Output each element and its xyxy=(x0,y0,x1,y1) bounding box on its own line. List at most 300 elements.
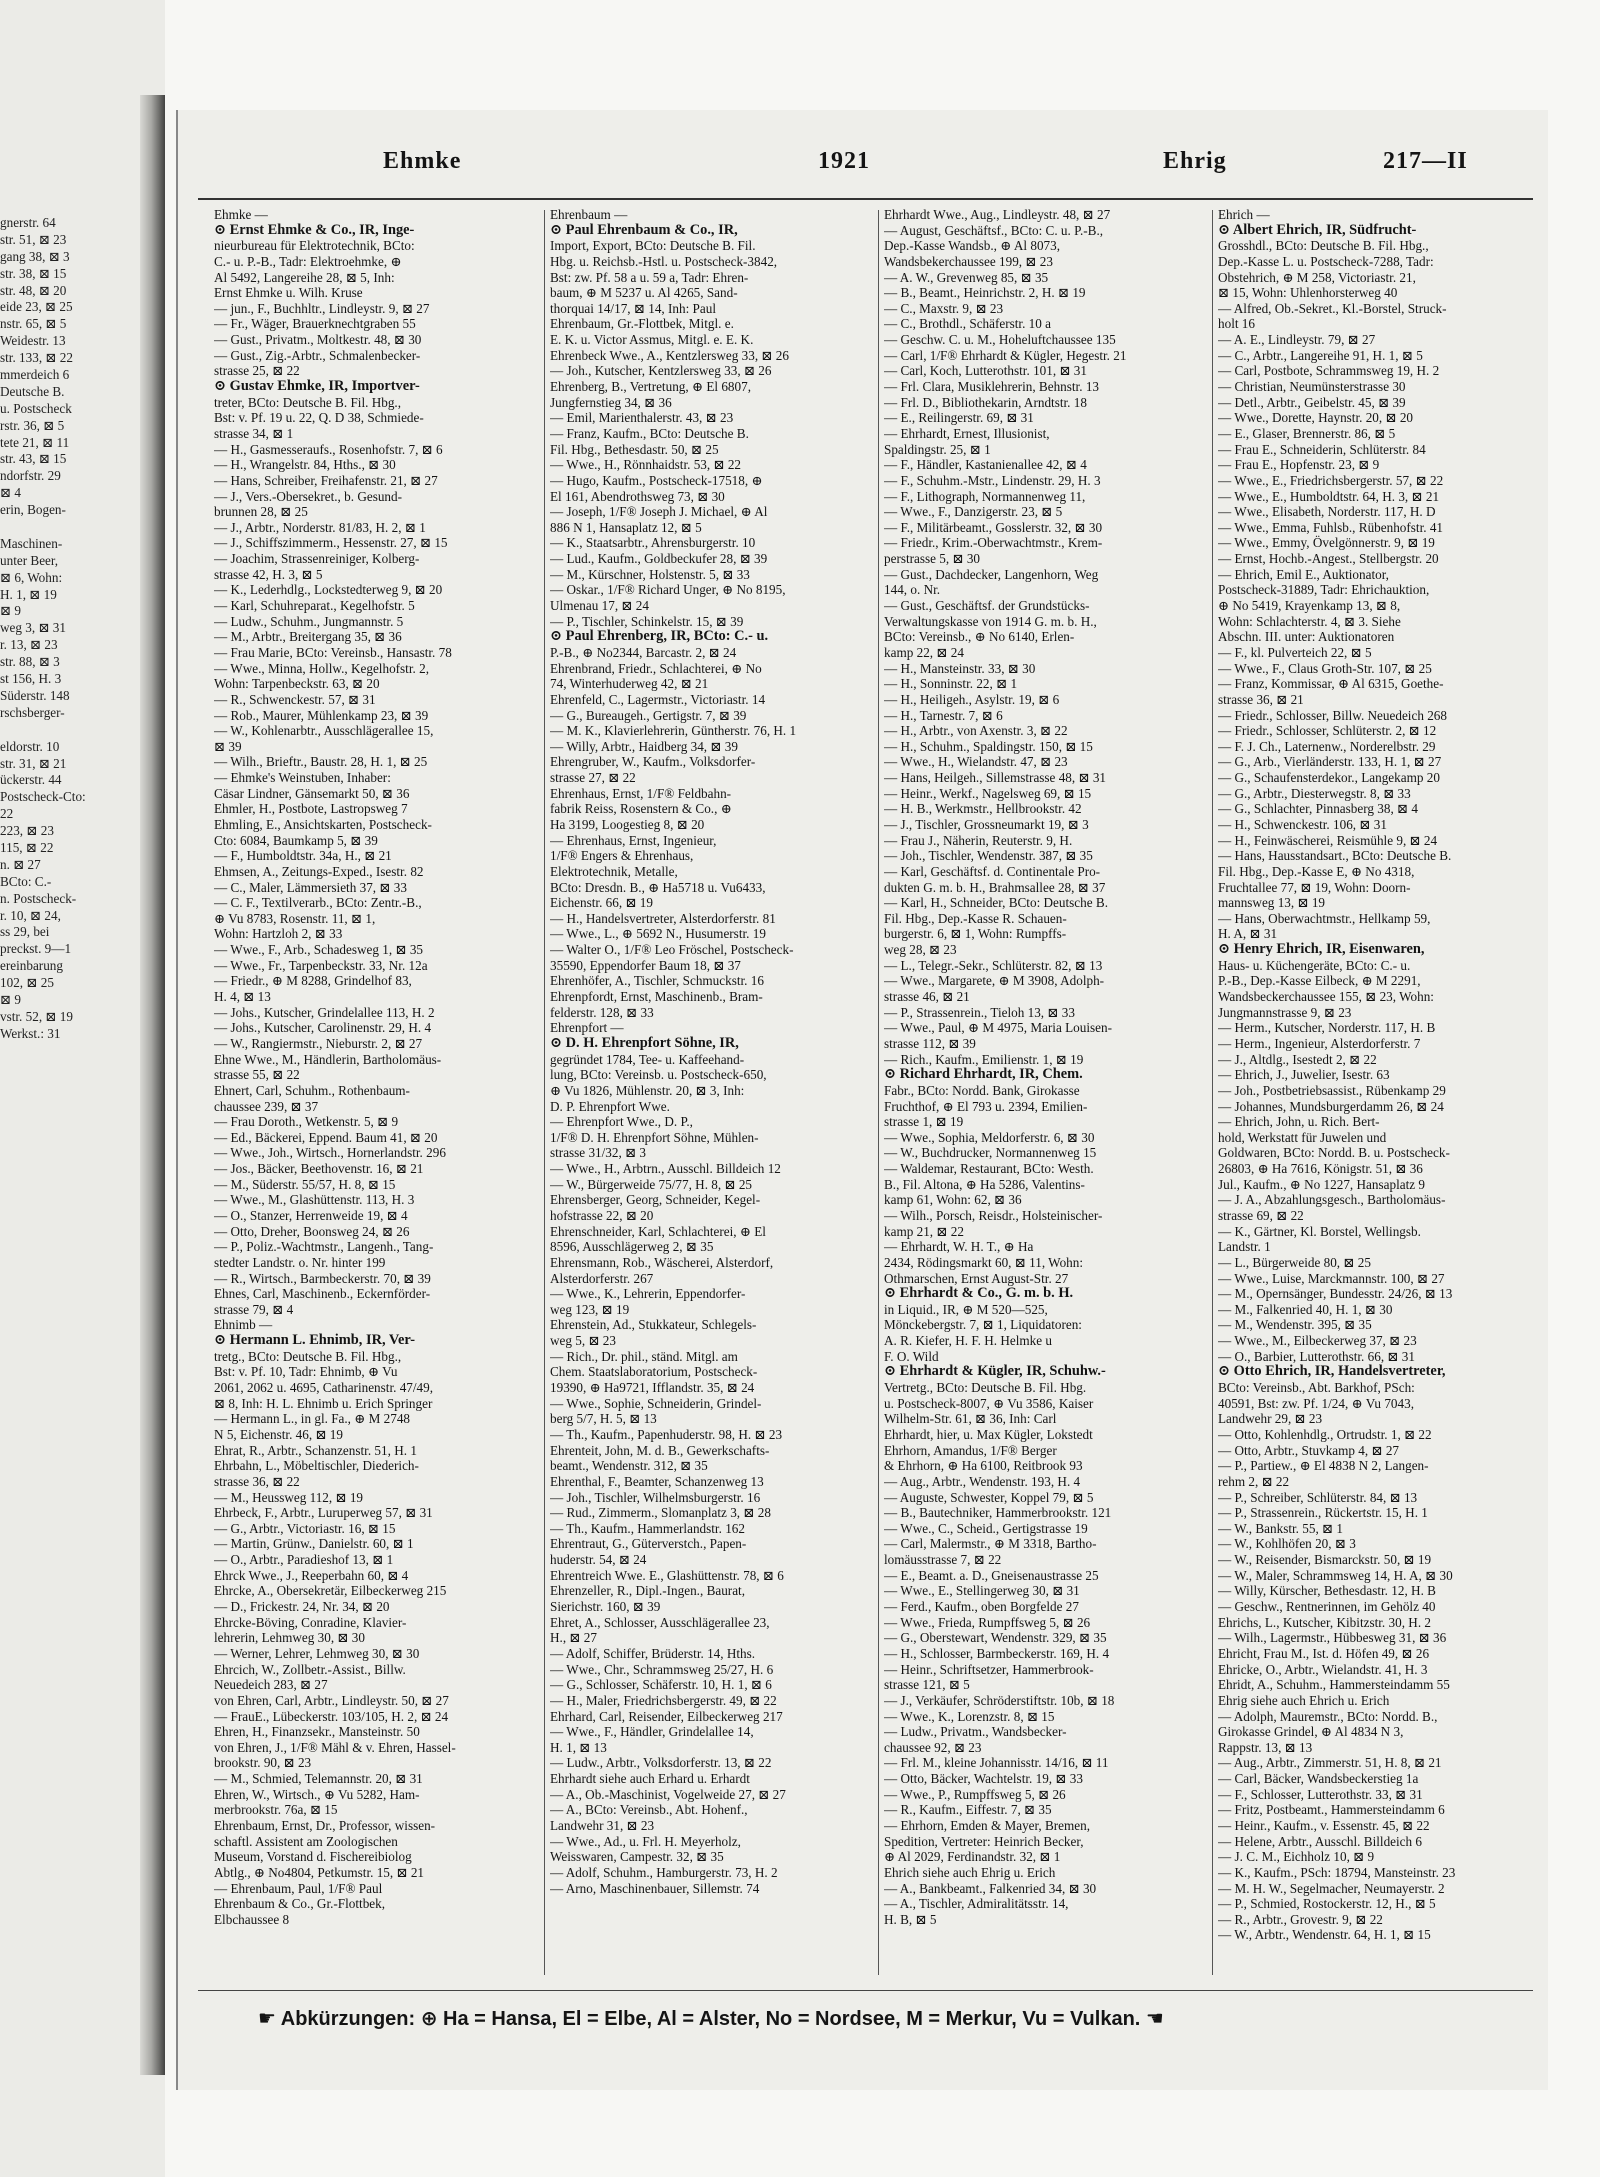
directory-entry-line: — R., Arbtr., Grovestr. 9, ⊠ 22 xyxy=(1218,1911,1383,1927)
directory-entry-line: — Friedr., Schlosser, Billw. Neuedeich 268 xyxy=(1218,707,1447,723)
directory-entry-line: 19390, ⊕ Ha9721, Ifflandstr. 35, ⊠ 24 xyxy=(550,1380,755,1396)
directory-entry-line: strasse 36, ⊠ 22 xyxy=(214,1473,300,1489)
directory-entry-line: — D., Frickestr. 24, Nr. 34, ⊠ 20 xyxy=(214,1599,390,1615)
left-page-line: vstr. 52, ⊠ 19 xyxy=(0,1008,73,1024)
directory-entry-line: — P., Schmied, Rostockerstr. 12, H., ⊠ 5 xyxy=(1218,1896,1436,1912)
directory-entry-line: Ehrbahn, L., Möbeltischler, Diederich- xyxy=(214,1458,419,1474)
directory-entry-line: Ehricht, Frau M., Ist. d. Höfen 49, ⊠ 26 xyxy=(1218,1645,1430,1661)
left-page-line: eide 23, ⊠ 25 xyxy=(0,299,73,315)
directory-entry-line: ⊠ 15, Wohn: Uhlenhorsterweg 40 xyxy=(1218,285,1398,301)
directory-entry-line: Ehrengruber, W., Kaufm., Volksdorfer- xyxy=(550,754,756,770)
directory-entry-line: ⊙ D. H. Ehrenpfort Söhne, IR, xyxy=(550,1035,739,1051)
left-page-line: n. ⊠ 27 xyxy=(0,856,41,872)
left-page-line: str. 88, ⊠ 3 xyxy=(0,654,60,670)
directory-entry-line: — Hans, Oberwachtmstr., Hellkamp 59, xyxy=(1218,910,1431,926)
directory-entry-line: Girokasse Grindel, ⊕ Al 4834 N 3, xyxy=(1218,1724,1404,1740)
directory-entry-line: — Carl, Bäcker, Wandsbeckerstieg 1a xyxy=(1218,1771,1419,1787)
directory-entry-line: Ehridt, A., Schuhm., Hammersteindamm 55 xyxy=(1218,1677,1450,1693)
header-left-keyword: Ehmke xyxy=(383,148,462,174)
directory-entry-line: Ehren, H., Finanzsekr., Mansteinstr. 50 xyxy=(214,1724,420,1740)
directory-entry-line: — Karl, H., Schneider, BCto: Deutsche B. xyxy=(884,895,1108,911)
directory-entry-line: — F., Lithograph, Normannenweg 11, xyxy=(884,488,1086,504)
directory-entry-line: ⊠ 8, Inh: H. L. Ehnimb u. Erich Springer xyxy=(214,1395,433,1411)
directory-entry-line: Ehmsen, A., Zeitungs-Exped., Isestr. 82 xyxy=(214,863,424,879)
directory-entry-line: — Emil, Marienthalerstr. 43, ⊠ 23 xyxy=(550,410,734,426)
directory-entry-line: Ehrensberger, Georg, Schneider, Kegel- xyxy=(550,1192,761,1208)
left-page-line: 115, ⊠ 22 xyxy=(0,839,54,855)
directory-entry-line: — Walter O., 1/F® Leo Fröschel, Postscheck- xyxy=(550,942,794,958)
directory-entry-line: — Friedr., Krim.-Oberwachtmstr., Krem- xyxy=(884,535,1103,551)
left-page-line: 22 xyxy=(0,806,14,822)
directory-entry-line: Ehrichs, L., Kutscher, Kibitzstr. 30, H. 2 xyxy=(1218,1614,1432,1630)
directory-entry-line: P.-B., ⊕ No2344, Barcastr. 2, ⊠ 24 xyxy=(550,644,737,660)
directory-entry-line: — jun., F., Buchhltr., Lindleystr. 9, ⊠ 27 xyxy=(214,300,430,316)
directory-entry-line: Ehrich siehe auch Ehrig u. Erich xyxy=(884,1864,1056,1880)
directory-entry-line: ⊙ Ehrhardt & Kügler, IR, Schuhw.- xyxy=(884,1364,1106,1380)
directory-entry-line: — C., Arbtr., Langereihe 91, H. 1, ⊠ 5 xyxy=(1218,347,1423,363)
directory-entry-line: — Ludw., Privatm., Wandsbecker- xyxy=(884,1724,1067,1740)
directory-entry-line: — L., Telegr.-Sekr., Schlüterstr. 82, ⊠ 13 xyxy=(884,957,1103,973)
directory-entry-line: strasse 112, ⊠ 39 xyxy=(884,1035,976,1051)
directory-entry-line: — Ferd., Kaufm., oben Borgfelde 27 xyxy=(884,1599,1079,1615)
directory-entry-line: — J., Tischler, Grossneumarkt 19, ⊠ 3 xyxy=(884,816,1089,832)
directory-entry-line: — Adolf, Schiffer, Brüderstr. 14, Hths. xyxy=(550,1645,756,1661)
directory-entry-line: — Geschw., Rentnerinnen, im Gehölz 40 xyxy=(1218,1599,1436,1615)
left-page-line: Deutsche B. xyxy=(0,383,65,399)
directory-entry-line: — Johs., Kutscher, Grindelallee 113, H. 2 xyxy=(214,1004,435,1020)
directory-entry-line: Ehmling, E., Ansichtskarten, Postscheck- xyxy=(214,816,432,832)
directory-entry-line: — Frl. Clara, Musiklehrerin, Behnstr. 13 xyxy=(884,379,1100,395)
directory-entry-line: Ehrbeck, F., Arbtr., Luruperweg 57, ⊠ 31 xyxy=(214,1505,433,1521)
directory-entry-line: — Heinr., Werkf., Nagelsweg 69, ⊠ 15 xyxy=(884,785,1092,801)
directory-entry-line: — M., Süderstr. 55/57, H. 8, ⊠ 15 xyxy=(214,1176,396,1192)
directory-entry-line: — Wwe., Sophie, Schneiderin, Grindel- xyxy=(550,1395,762,1411)
abbreviation-footer: ☛ Abkürzungen: ⊕ Ha = Hansa, El = Elbe, Al = Alster, No = Nordsee, M = Merkur, Vu = Vulkan. ☚ xyxy=(258,2008,1164,2030)
directory-entry-line: — Wilh., Brieftr., Baustr. 28, H. 1, ⊠ 25 xyxy=(214,754,428,770)
left-page-line xyxy=(0,519,140,536)
left-page-line: ndorfstr. 29 xyxy=(0,468,61,484)
directory-entry-line: — Arno, Maschinenbauer, Sillemstr. 74 xyxy=(550,1880,760,1896)
directory-entry-line: Abschn. III. unter: Auktionatoren xyxy=(1218,629,1395,645)
directory-entry-line: burgerstr. 6, ⊠ 1, Wohn: Rumpffs- xyxy=(884,926,1067,942)
directory-entry-line: — Hugo, Kaufm., Postscheck-17518, ⊕ xyxy=(550,472,763,488)
directory-entry-line: — W., Kohlhöfen 20, ⊠ 3 xyxy=(1218,1536,1356,1552)
directory-entry-line: hofstrasse 22, ⊠ 20 xyxy=(550,1208,654,1223)
directory-entry-line: Ehnert, Carl, Schuhm., Rothenbaum- xyxy=(214,1082,410,1098)
directory-entry-line: — B., Beamt., Heinrichstr. 2, H. ⊠ 19 xyxy=(884,285,1086,301)
left-page-line: st 156, H. 3 xyxy=(0,671,62,687)
directory-entry-line: Ehrenteit, John, M. d. B., Gewerkschafts- xyxy=(550,1442,770,1458)
directory-entry-line: — H., Heiligeh., Asylstr. 19, ⊠ 6 xyxy=(884,691,1060,707)
directory-entry-line: Jungfernstieg 34, ⊠ 36 xyxy=(550,394,672,410)
directory-entry-line: treter, BCto: Deutsche B. Fil. Hbg., xyxy=(214,394,402,410)
directory-entry-line: — Willy, Arbtr., Haidberg 34, ⊠ 39 xyxy=(550,738,738,754)
directory-entry-line: — August, Geschäftsf., BCto: C. u. P.-B., xyxy=(884,222,1104,238)
directory-entry-line: E. K. u. Victor Assmus, Mitgl. e. E. K. xyxy=(550,332,754,348)
directory-entry-line: — Wwe., Emma, Fuhlsb., Rübenhofstr. 41 xyxy=(1218,519,1444,535)
directory-entry-line: — Wwe., F., Arb., Schadesweg 1, ⊠ 35 xyxy=(214,942,424,958)
directory-entry-line: Bst: zw. Pf. 58 a u. 59 a, Tadr: Ehren- xyxy=(550,269,749,285)
column-divider xyxy=(544,210,545,1975)
header-rule xyxy=(198,198,1533,200)
left-page-line: str. 48, ⊠ 20 xyxy=(0,282,67,298)
directory-entry-line: — A. W., Grevenweg 85, ⊠ 35 xyxy=(884,269,1049,285)
directory-entry-line: Ehrhardt, hier, u. Max Kügler, Lokstedt xyxy=(884,1426,1093,1442)
directory-entry-line: — Wwe., Chr., Schrammsweg 25/27, H. 6 xyxy=(550,1661,774,1677)
directory-entry-line: — Karl, Schuhreparat., Kegelhofstr. 5 xyxy=(214,598,415,614)
directory-entry-line: Dep.-Kasse Wandsb., ⊕ Al 8073, xyxy=(884,238,1061,254)
directory-entry-line: — Detl., Arbtr., Geibelstr. 45, ⊠ 39 xyxy=(1218,394,1406,410)
directory-entry-line: Abtlg., ⊕ No4804, Petkumstr. 15, ⊠ 21 xyxy=(214,1864,425,1880)
directory-entry-line: Neuedeich 283, ⊠ 27 xyxy=(214,1677,328,1693)
directory-entry-line: — Franz, Kommissar, ⊕ Al 6315, Goethe- xyxy=(1218,676,1444,692)
directory-entry-line: Cäsar Lindner, Gänsemarkt 50, ⊠ 36 xyxy=(214,785,410,801)
left-page-line: preckst. 9—1 xyxy=(0,941,72,957)
directory-entry-line: — M., Opernsänger, Bundesstr. 24/26, ⊠ 13 xyxy=(1218,1286,1453,1302)
left-page-line: gang 38, ⊠ 3 xyxy=(0,248,70,264)
directory-entry-line: Ehrck Wwe., J., Reeperbahn 60, ⊠ 4 xyxy=(214,1567,409,1583)
directory-entry-line: Landstr. 1 xyxy=(1218,1239,1271,1255)
directory-entry-line: — A. E., Lindleystr. 79, ⊠ 27 xyxy=(1218,332,1376,348)
directory-entry-line: 40591, Bst: zw. Pf. 1/24, ⊕ Vu 7043, xyxy=(1218,1395,1414,1411)
directory-entry-line: Ehrenthal, F., Beamter, Schanzenweg 13 xyxy=(550,1473,764,1489)
directory-entry-line: — G., Arb., Vierländerstr. 133, H. 1, ⊠ 27 xyxy=(1218,754,1442,770)
left-page-fragment xyxy=(0,0,165,2177)
directory-entry-line: H., ⊠ 27 xyxy=(550,1630,597,1646)
left-page-line: ⊠ 9 xyxy=(0,603,21,619)
directory-entry-line: Ehrenhaus, Ernst, 1/F® Feldbahn- xyxy=(550,785,732,801)
directory-entry-line: — C. F., Textilverarb., BCto: Zentr.-B., xyxy=(214,895,422,911)
directory-entry-line: dukten G. m. b. H., Brahmsallee 28, ⊠ 37 xyxy=(884,879,1106,895)
directory-entry-line: — W., Rangiermstr., Nieburstr. 2, ⊠ 27 xyxy=(214,1035,423,1051)
directory-entry-line: ⊕ Al 2029, Ferdinandstr. 32, ⊠ 1 xyxy=(884,1849,1061,1865)
directory-entry-line: 8596, Ausschlägerweg 2, ⊠ 35 xyxy=(550,1239,714,1255)
left-page-line: Maschinen- xyxy=(0,535,63,551)
directory-entry-line: Ehrenberg, B., Vertretung, ⊕ El 6807, xyxy=(550,379,752,395)
directory-entry-line: — Wwe., F., Claus Groth-Str. 107, ⊠ 25 xyxy=(1218,660,1432,676)
directory-entry-line: Ehrich — xyxy=(1218,207,1270,222)
directory-entry-line: — Helene, Arbtr., Ausschl. Billdeich 6 xyxy=(1218,1833,1423,1849)
directory-entry-line: — O., Stanzer, Herrenweide 19, ⊠ 4 xyxy=(214,1208,408,1223)
directory-entry-line: 144, o. Nr. xyxy=(884,582,941,598)
directory-entry-line: Ehrenbaum, Ernst, Dr., Professor, wissen- xyxy=(214,1817,436,1833)
column-2 xyxy=(550,207,875,1896)
directory-entry-line: in Liquid., IR, ⊕ M 520—525, xyxy=(884,1301,1048,1317)
column-1 xyxy=(214,207,539,1927)
column-divider xyxy=(878,210,879,1975)
directory-entry-line: — H., Mansteinstr. 33, ⊠ 30 xyxy=(884,660,1036,676)
directory-entry-line: — Wwe., Paul, ⊕ M 4975, Maria Louisen- xyxy=(884,1020,1112,1036)
directory-entry-line: H. A, ⊠ 31 xyxy=(1218,926,1278,942)
directory-entry-line: hold, Werkstatt für Juwelen und xyxy=(1218,1129,1387,1145)
directory-entry-line: — Joh., Tischler, Wilhelmsburgerstr. 16 xyxy=(550,1489,761,1505)
directory-entry-line: strasse 34, ⊠ 1 xyxy=(214,425,294,441)
directory-entry-line: Elbchaussee 8 xyxy=(214,1911,290,1927)
directory-entry-line: — J. C. M., Eichholz 10, ⊠ 9 xyxy=(1218,1849,1375,1865)
directory-entry-line: — Wwe., L., ⊕ 5692 N., Husumerstr. 19 xyxy=(550,926,766,942)
left-page-line xyxy=(0,722,140,739)
header-year: 1921 xyxy=(818,148,870,174)
directory-entry-line: — Th., Kaufm., Hammerlandstr. 162 xyxy=(550,1520,745,1536)
directory-entry-line: — P., Strassenrein., Tieloh 13, ⊠ 33 xyxy=(884,1004,1075,1020)
directory-entry-line: strasse 1, ⊠ 19 xyxy=(884,1114,964,1130)
left-page-line: eldorstr. 10 xyxy=(0,738,60,754)
directory-entry-line: — Joseph, 1/F® Joseph J. Michael, ⊕ Al xyxy=(550,504,768,520)
header-right-keyword: Ehrig xyxy=(1163,148,1227,174)
directory-entry-line: — Werner, Lehrer, Lehmweg 30, ⊠ 30 xyxy=(214,1645,420,1661)
directory-entry-line: strasse 27, ⊠ 22 xyxy=(550,770,636,786)
directory-entry-line: — Wwe., M., Eilbeckerweg 37, ⊠ 23 xyxy=(1218,1333,1417,1349)
directory-entry-line: — Hans, Heilgeh., Sillemstrasse 48, ⊠ 31 xyxy=(884,770,1107,786)
directory-entry-line: — Rich., Dr. phil., ständ. Mitgl. am xyxy=(550,1348,738,1364)
directory-entry-line: — K., Lederhdlg., Lockstedterweg 9, ⊠ 20 xyxy=(214,582,443,598)
directory-entry-line: 886 N 1, Hansaplatz 12, ⊠ 5 xyxy=(550,519,702,535)
directory-entry-line: B., Fil. Altona, ⊕ Ha 5286, Valentins- xyxy=(884,1176,1085,1192)
left-page-line: erin, Bogen- xyxy=(0,502,66,518)
left-page-line: gnerstr. 64 xyxy=(0,215,56,230)
directory-entry-line: Postscheck-31889, Tadr: Ehrichauktion, xyxy=(1218,582,1430,598)
directory-entry-line: — Hans, Schreiber, Freihafenstr. 21, ⊠ 27 xyxy=(214,472,438,488)
directory-entry-line: — G., Arbtr., Diesterwegstr. 8, ⊠ 33 xyxy=(1218,785,1411,801)
directory-entry-line: BCto: Dresdn. B., ⊕ Ha5718 u. Vu6433, xyxy=(550,879,766,895)
directory-entry-line: — Wwe., Elisabeth, Norderstr. 117, H. D xyxy=(1218,504,1436,520)
directory-entry-line: — Willy, Kürscher, Bethesdastr. 12, H. B xyxy=(1218,1583,1436,1599)
directory-entry-line: von Ehren, Carl, Arbtr., Lindleystr. 50, ⊠ 27 xyxy=(214,1692,449,1708)
directory-entry-line: gegründet 1784, Tee- u. Kaffeehand- xyxy=(550,1051,745,1067)
directory-entry-line: — Lud., Kaufm., Goldbeckufer 28, ⊠ 39 xyxy=(550,551,768,567)
directory-entry-line: strasse 31/32, ⊠ 3 xyxy=(550,1145,647,1161)
directory-entry-line: Ehrenhöfer, A., Tischler, Schmuckstr. 16 xyxy=(550,973,764,989)
directory-entry-line: — R., Kaufm., Eiffestr. 7, ⊠ 35 xyxy=(884,1802,1052,1818)
left-page-line: str. 38, ⊠ 15 xyxy=(0,265,67,281)
directory-entry-line: Ehrentraut, G., Güterverstch., Papen- xyxy=(550,1536,747,1552)
left-page-line: n. Postscheck- xyxy=(0,890,77,906)
directory-entry-line: — H., Tarnestr. 7, ⊠ 6 xyxy=(884,707,1003,723)
directory-entry-line: Ehrat, R., Arbtr., Schanzenstr. 51, H. 1 xyxy=(214,1442,417,1458)
directory-entry-line: Museum, Vorstand d. Fischereibiolog xyxy=(214,1849,412,1865)
directory-entry-line: Ehnimb — xyxy=(214,1317,273,1333)
directory-entry-line: nieurbureau für Elektrotechnik, BCto: xyxy=(214,238,415,254)
directory-entry-line: — Otto, Dreher, Boonsweg 24, ⊠ 26 xyxy=(214,1223,410,1239)
directory-entry-line: weg 28, ⊠ 23 xyxy=(884,942,957,958)
directory-entry-line: — C., Brothdl., Schäferstr. 10 a xyxy=(884,316,1052,332)
directory-entry-line: von Ehren, J., 1/F® Mähl & v. Ehren, Hassel- xyxy=(214,1739,456,1755)
directory-entry-line: — Frau Doroth., Wetkenstr. 5, ⊠ 9 xyxy=(214,1114,399,1130)
directory-entry-line: — P., Tischler, Schinkelstr. 15, ⊠ 39 xyxy=(550,613,744,629)
directory-entry-line: — F., kl. Pulverteich 22, ⊠ 5 xyxy=(1218,644,1372,660)
directory-entry-line: — Ehrhorn, Emden & Mayer, Bremen, xyxy=(884,1817,1091,1833)
directory-entry-line: Bst: v. Pf. 19 u. 22, Q. D 38, Schmiede- xyxy=(214,410,424,426)
directory-entry-line: Fil. Hbg., Bethesdastr. 50, ⊠ 25 xyxy=(550,441,719,457)
directory-entry-line: — P., Partiew., ⊕ El 4838 N 2, Langen- xyxy=(1218,1458,1429,1474)
directory-entry-line: Landwehr 29, ⊠ 23 xyxy=(1218,1411,1323,1427)
directory-entry-line: — Gust., Geschäftsf. der Grundstücks- xyxy=(884,598,1090,614)
directory-entry-line: — J., Schiffszimmerm., Hessenstr. 27, ⊠ 15 xyxy=(214,535,448,551)
directory-entry-line: Fil. Hbg., Dep.-Kasse E, ⊕ No 4318, xyxy=(1218,863,1415,879)
directory-entry-line: — Joh., Kutscher, Kentzlersweg 33, ⊠ 26 xyxy=(550,363,772,379)
directory-entry-line: — H., Feinwäscherei, Reismühle 9, ⊠ 24 xyxy=(1218,832,1438,848)
directory-entry-line: — J., Altdlg., Isestedt 2, ⊠ 22 xyxy=(1218,1051,1377,1067)
left-page-line: 102, ⊠ 25 xyxy=(0,975,54,991)
directory-entry-line: — Ed., Bäckerei, Eppend. Baum 41, ⊠ 20 xyxy=(214,1129,438,1145)
directory-entry-line: Ehrenbrand, Friedr., Schlachterei, ⊕ No xyxy=(550,660,762,676)
directory-entry-line: chaussee 92, ⊠ 23 xyxy=(884,1739,982,1755)
directory-entry-line: brunnen 28, ⊠ 25 xyxy=(214,504,308,520)
directory-entry-line: — W., Bürgerweide 75/77, H. 8, ⊠ 25 xyxy=(550,1176,753,1192)
directory-entry-line: — Johs., Kutscher, Carolinenstr. 29, H. 4 xyxy=(214,1020,432,1036)
directory-entry-line: — Ehmke's Weinstuben, Inhaber: xyxy=(214,770,391,786)
directory-entry-line: — C., Maler, Lämmersieth 37, ⊠ 33 xyxy=(214,879,407,895)
directory-entry-line: Rappstr. 13, ⊠ 13 xyxy=(1218,1739,1313,1755)
directory-entry-line: Ehrenbaum — xyxy=(550,207,628,222)
directory-entry-line: holt 16 xyxy=(1218,316,1255,332)
directory-entry-line: weg 123, ⊠ 19 xyxy=(550,1301,630,1317)
directory-entry-line: — K., Gärtner, Kl. Borstel, Wellingsb. xyxy=(1218,1223,1421,1239)
directory-entry-line: Cto: 6084, Baumkamp 5, ⊠ 39 xyxy=(214,832,378,848)
directory-entry-line: — F., Humboldtstr. 34a, H., ⊠ 21 xyxy=(214,848,392,864)
directory-entry-line: Obstehrich, ⊕ M 258, Victoriastr. 21, xyxy=(1218,269,1416,285)
directory-entry-line: — Otto, Bäcker, Wachtelstr. 19, ⊠ 33 xyxy=(884,1771,1083,1787)
directory-entry-line: Jungmannstrasse 9, ⊠ 23 xyxy=(1218,1004,1352,1020)
directory-entry-line: — H., Maler, Friedrichsbergerstr. 49, ⊠ 22 xyxy=(550,1692,777,1708)
directory-entry-line: strasse 121, ⊠ 5 xyxy=(884,1677,970,1693)
directory-entry-line: rehm 2, ⊠ 22 xyxy=(1218,1473,1290,1489)
directory-entry-line: ⊕ No 5419, Krayenkamp 13, ⊠ 8, xyxy=(1218,598,1401,614)
directory-entry-line: — J. A., Abzahlungsgesch., Bartholomäus- xyxy=(1218,1192,1446,1208)
left-page-line: ereinbarung xyxy=(0,958,63,974)
directory-entry-line: Ehrenbeck Wwe., A., Kentzlersweg 33, ⊠ 26 xyxy=(550,347,789,363)
directory-entry-line: Ehrhard, Carl, Reisender, Eilbeckerweg 217 xyxy=(550,1708,783,1724)
directory-entry-line: Import, Export, BCto: Deutsche B. Fil. xyxy=(550,238,756,254)
directory-entry-line: — A., BCto: Vereinsb., Abt. Hohenf., xyxy=(550,1802,748,1818)
directory-entry-line: — W., Maler, Schrammsweg 14, H. A, ⊠ 30 xyxy=(1218,1567,1453,1583)
directory-entry-line: El 161, Abendrothsweg 73, ⊠ 30 xyxy=(550,488,725,504)
directory-entry-line: — Herm., Kutscher, Norderstr. 117, H. B xyxy=(1218,1020,1436,1036)
directory-entry-line: — Rud., Zimmerm., Slomanplatz 3, ⊠ 28 xyxy=(550,1505,771,1521)
left-page-line: str. 31, ⊠ 21 xyxy=(0,755,67,771)
directory-entry-line: Ehmke — xyxy=(214,207,268,222)
directory-entry-line: Sierichstr. 160, ⊠ 39 xyxy=(550,1599,661,1615)
directory-entry-line: — R., Wirtsch., Barmbeckerstr. 70, ⊠ 39 xyxy=(214,1270,431,1286)
directory-entry-line: — J., Vers.-Obersekret., b. Gesund- xyxy=(214,488,403,504)
directory-entry-line: Eichenstr. 66, ⊠ 19 xyxy=(550,895,653,911)
directory-entry-line: strasse 25, ⊠ 22 xyxy=(214,363,300,379)
directory-entry-line: kamp 61, Wohn: 62, ⊠ 36 xyxy=(884,1192,1022,1208)
directory-entry-line: — Geschw. C. u. M., Hoheluftchaussee 135 xyxy=(884,332,1116,348)
directory-entry-line: — Auguste, Schwester, Koppel 79, ⊠ 5 xyxy=(884,1489,1094,1505)
directory-entry-line: — E., Glaser, Brennerstr. 86, ⊠ 5 xyxy=(1218,425,1396,441)
directory-entry-line: — M., Heussweg 112, ⊠ 19 xyxy=(214,1489,364,1505)
left-page-line: H. 1, ⊠ 19 xyxy=(0,586,57,602)
directory-entry-line: — Oskar., 1/F® Richard Unger, ⊕ No 8195, xyxy=(550,582,786,598)
directory-entry-line: — Wwe., Emmy, Övelgönnerstr. 9, ⊠ 19 xyxy=(1218,535,1435,551)
directory-entry-line: Grosshdl., BCto: Deutsche B. Fil. Hbg., xyxy=(1218,238,1429,254)
page-number: 217—II xyxy=(1383,148,1468,174)
directory-entry-line: — Carl, 1/F® Ehrhardt & Kügler, Hegestr. 21 xyxy=(884,347,1127,363)
directory-entry-line: Ehrhardt Wwe., Aug., Lindleystr. 48, ⊠ 27 xyxy=(884,207,1111,222)
directory-entry-line: stedter Landstr. o. Nr. hinter 199 xyxy=(214,1254,386,1270)
directory-entry-line: — A., Tischler, Admiralitätsstr. 14, xyxy=(884,1896,1069,1912)
directory-entry-line: — M. K., Klavierlehrerin, Güntherstr. 76, H. 1 xyxy=(550,723,797,739)
directory-entry-line: Mönckebergstr. 7, ⊠ 1, Liquidatoren: xyxy=(884,1317,1082,1333)
directory-entry-line: — Heinr., Kaufm., v. Essenstr. 45, ⊠ 22 xyxy=(1218,1817,1430,1833)
directory-entry-line: — Jos., Bäcker, Beethovenstr. 16, ⊠ 21 xyxy=(214,1161,424,1177)
directory-entry-line: Ehrenpfordt, Ernst, Maschinenb., Bram- xyxy=(550,989,763,1005)
directory-entry-line: — Karl, Geschäftsf. d. Continentale Pro- xyxy=(884,863,1101,879)
directory-entry-line: — Fr., Wäger, Brauerknechtgraben 55 xyxy=(214,316,416,332)
directory-entry-line: — W., Arbtr., Wendenstr. 64, H. 1, ⊠ 15 xyxy=(1218,1927,1431,1943)
directory-entry-line: — Hermann L., in gl. Fa., ⊕ M 2748 xyxy=(214,1411,411,1427)
directory-entry-line: — Wwe., Margarete, ⊕ M 3908, Adolph- xyxy=(884,973,1105,989)
left-page-line: rschsberger- xyxy=(0,704,65,720)
directory-entry-line: Ehrcke-Böving, Conradine, Klavier- xyxy=(214,1614,407,1630)
column-4 xyxy=(1218,207,1543,1943)
directory-entry-line: berg 5/7, H. 5, ⊠ 13 xyxy=(550,1411,657,1427)
directory-entry-line: Ha 3199, Loogestieg 8, ⊠ 20 xyxy=(550,816,705,832)
directory-entry-line: — Otto, Arbtr., Stuvkamp 4, ⊠ 27 xyxy=(1218,1442,1400,1458)
directory-entry-line: ⊙ Albert Ehrich, IR, Südfrucht- xyxy=(1218,222,1417,238)
column-3 xyxy=(884,207,1209,1927)
directory-entry-line: Wohn: Hartzloh 2, ⊠ 33 xyxy=(214,926,343,942)
directory-entry-line: — Ehrich, John, u. Rich. Bert- xyxy=(1218,1114,1380,1130)
directory-entry-line: — K., Staatsarbtr., Ahrensburgerstr. 10 xyxy=(550,535,756,551)
directory-entry-line: brookstr. 90, ⊠ 23 xyxy=(214,1755,312,1771)
directory-entry-line: — Carl, Koch, Lutterothstr. 101, ⊠ 31 xyxy=(884,363,1087,379)
directory-entry-line: — Ehrenhaus, Ernst, Ingenieur, xyxy=(550,832,717,848)
left-page-line: BCto: C.- xyxy=(0,873,52,889)
directory-entry-line: 35590, Eppendorfer Baum 18, ⊠ 37 xyxy=(550,957,741,973)
directory-entry-line: — G., Schaufensterdekor., Langekamp 20 xyxy=(1218,770,1440,786)
left-page-line: str. 51, ⊠ 23 xyxy=(0,231,67,247)
directory-entry-line: kamp 22, ⊠ 24 xyxy=(884,644,964,660)
directory-entry-line: — Wwe., H., Rönnhaidstr. 53, ⊠ 22 xyxy=(550,457,742,473)
left-page-line: weg 3, ⊠ 31 xyxy=(0,620,66,636)
directory-entry-line: 1/F® D. H. Ehrenpfort Söhne, Mühlen- xyxy=(550,1129,759,1145)
left-page-line: r. 13, ⊠ 23 xyxy=(0,637,58,653)
directory-entry-line: — Johannes, Mundsburgerdamm 26, ⊠ 24 xyxy=(1218,1098,1444,1114)
directory-entry-line: — M., Arbtr., Breitergang 35, ⊠ 36 xyxy=(214,629,402,645)
directory-entry-line: — Otto, Kohlenhdlg., Ortrudstr. 1, ⊠ 22 xyxy=(1218,1426,1432,1442)
directory-entry-line: — Ehrich, J., Juwelier, Isestr. 63 xyxy=(1218,1067,1390,1083)
directory-entry-line: Ehrenfeld, C., Lagermstr., Victoriastr. 14 xyxy=(550,691,766,707)
left-page-line: ss 29, bei xyxy=(0,924,50,940)
directory-entry-line: — Ludw., Schuhm., Jungmannstr. 5 xyxy=(214,613,404,629)
directory-entry-line: — Wwe., Joh., Wirtsch., Hornerlandstr. 296 xyxy=(214,1145,446,1161)
directory-entry-line: baum, ⊕ M 5237 u. Al 4265, Sand- xyxy=(550,285,738,301)
directory-entry-line: Ehrenzeller, R., Dipl.-Ingen., Baurat, xyxy=(550,1583,746,1599)
directory-entry-line: — Wwe., Luise, Marckmannstr. 100, ⊠ 27 xyxy=(1218,1270,1445,1286)
directory-entry-line: Ehricke, O., Arbtr., Wielandstr. 41, H. 3 xyxy=(1218,1661,1428,1677)
directory-entry-line: Ehrenstein, Ad., Stukkateur, Schlegels- xyxy=(550,1317,757,1333)
directory-entry-line: Ehrcke, A., Obersekretär, Eilbeckerweg 215 xyxy=(214,1583,447,1599)
directory-entry-line: — Heinr., Schriftsetzer, Hammerbrook- xyxy=(884,1661,1094,1677)
directory-entry-line: Wandsbekerchaussee 199, ⊠ 23 xyxy=(884,253,1053,269)
directory-entry-line: strasse 55, ⊠ 22 xyxy=(214,1067,300,1083)
directory-entry-line: — Ehrhardt, W. H. T., ⊕ Ha xyxy=(884,1239,1034,1255)
directory-entry-line: — M., Kürschner, Holstenstr. 5, ⊠ 33 xyxy=(550,566,750,582)
directory-entry-line: — Ehrenpfort Wwe., D. P., xyxy=(550,1114,693,1130)
directory-entry-line: — R., Schwenckestr. 57, ⊠ 31 xyxy=(214,691,376,707)
directory-entry-line: — F., Militärbeamt., Gosslerstr. 32, ⊠ 30 xyxy=(884,519,1103,535)
directory-entry-line: — Ludw., Arbtr., Volksdorferstr. 13, ⊠ 22 xyxy=(550,1755,772,1771)
directory-entry-line: lung, BCto: Vereinsb. u. Postscheck-650, xyxy=(550,1067,767,1083)
directory-entry-line: Wohn: Tarpenbeckstr. 63, ⊠ 20 xyxy=(214,676,380,692)
directory-entry-line: Vertretg., BCto: Deutsche B. Fil. Hbg. xyxy=(884,1380,1087,1396)
directory-entry-line: — Friedr., Schlosser, Schlüterstr. 2, ⊠ 12 xyxy=(1218,723,1437,739)
directory-entry-line: beamt., Wendenstr. 312, ⊠ 35 xyxy=(550,1458,708,1474)
directory-entry-line: Ehrhorn, Amandus, 1/F® Berger xyxy=(884,1442,1057,1458)
directory-entry-line: — Wwe., K., Lehrerin, Eppendorfer- xyxy=(550,1286,746,1302)
